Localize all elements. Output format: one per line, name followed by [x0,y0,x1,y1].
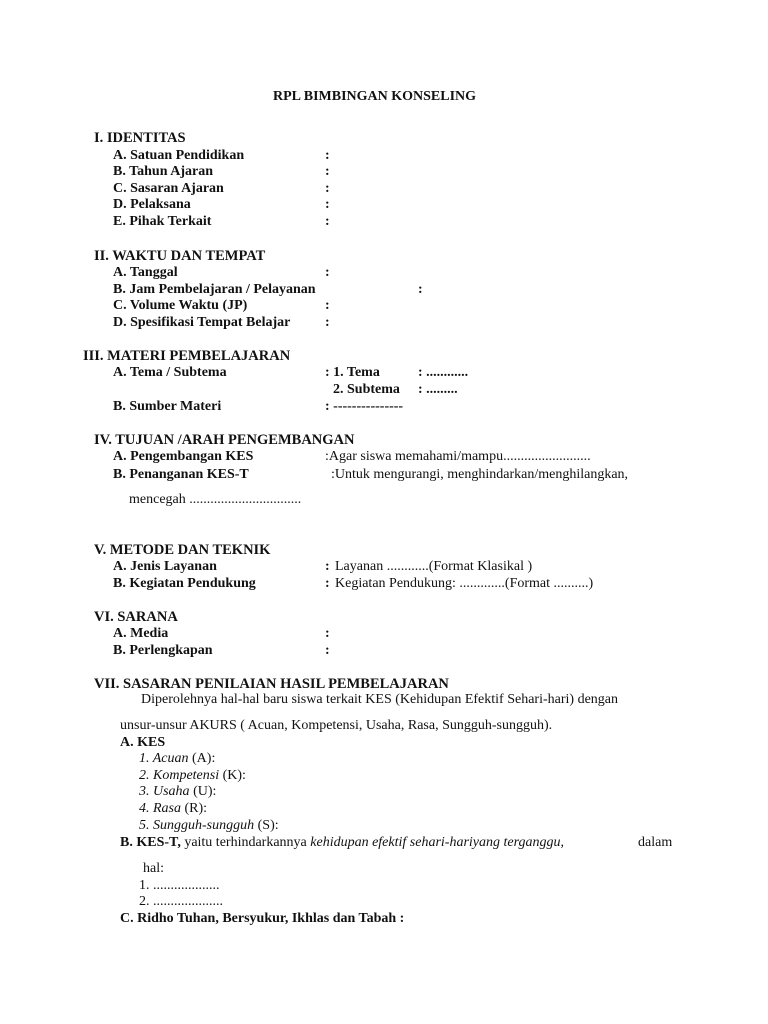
field-kegiatan-pendukung: B. Kegiatan Pendukung [113,576,256,591]
field-volume-waktu: C. Volume Waktu (JP) [113,298,248,313]
sumber-materi-value: : --------------- [325,399,404,414]
colon: : [325,265,330,280]
list-item-label: 1. Acuan [139,751,189,766]
kes-t-end-word: dalam [638,835,673,850]
colon: : [325,214,330,229]
list-item-rasa [139,801,207,817]
colon: : [325,181,330,196]
field-sumber-materi: B. Sumber Materi [113,399,222,414]
list-item-code: (A): [188,751,216,766]
field-spesifikasi-tempat: D. Spesifikasi Tempat Belajar [113,315,291,330]
tema-label: : 1. Tema [325,365,380,380]
list-item-label: 5. Sungguh-sungguh [139,818,255,833]
colon: : [325,298,330,313]
list-item-code: (S): [254,818,279,833]
document-title: RPL BIMBINGAN KONSELING [273,89,477,104]
list-item-acuan [139,751,215,767]
colon: : [325,626,330,641]
kes-t-line [120,835,564,851]
field-jenis-layanan: A. Jenis Layanan [113,559,217,574]
field-sasaran-ajaran: C. Sasaran Ajaran [113,181,224,196]
colon: : [325,164,330,179]
field-tanggal: A. Tanggal [113,265,178,280]
kes-t-continuation: hal: [143,861,164,876]
penanganan-kes-t-value: :Untuk mengurangi, menghindarkan/menghilangkan, [331,467,629,482]
field-penanganan-kes-t: B. Penanganan KES-T [113,467,249,482]
list-item-sungguh [139,818,279,834]
list-item-label: 3. Usaha [139,784,190,799]
sub-kes-heading: A. KES [120,735,166,750]
section-identitas-heading: I. IDENTITAS [94,130,186,146]
kes-t-item-1: 1. ................... [139,878,220,893]
kegiatan-pendukung-value: Kegiatan Pendukung: .............(Format ..........) [335,576,594,591]
list-item-label: 2. Kompetensi [139,768,220,783]
colon: : [325,197,330,212]
field-pengembangan-kes: A. Pengembangan KES [113,449,254,464]
colon: : [325,643,330,658]
kes-t-text: yaitu terhindarkannya [180,835,311,850]
section-metode-heading: V. METODE DAN TEKNIK [94,542,271,558]
field-pihak-terkait: E. Pihak Terkait [113,214,212,229]
subtema-label: 2. Subtema [333,382,400,397]
tema-value: : ............ [418,365,469,380]
list-item-code: (U): [189,784,217,799]
field-satuan-pendidikan: A. Satuan Pendidikan [113,148,245,163]
list-item-label: 4. Rasa [139,801,181,816]
kes-t-item-2: 2. .................... [139,894,223,909]
field-perlengkapan: B. Perlengkapan [113,643,213,658]
penanganan-kes-t-continuation: mencegah ................................ [129,492,302,507]
field-pelaksana: D. Pelaksana [113,197,191,212]
jenis-layanan-value: Layanan ............(Format Klasikal ) [335,559,533,574]
section-sarana-heading: VI. SARANA [94,609,178,625]
field-tahun-ajaran: B. Tahun Ajaran [113,164,213,179]
sub-ridho-heading: C. Ridho Tuhan, Bersyukur, Ikhlas dan Tabah : [120,911,405,926]
colon: : [325,148,330,163]
field-jam-pembelajaran: B. Jam Pembelajaran / Pelayanan [113,282,316,297]
section-materi-heading: III. MATERI PEMBELAJARAN [83,348,291,364]
list-item-kompetensi [139,768,246,784]
section-waktu-tempat-heading: II. WAKTU DAN TEMPAT [94,248,266,264]
list-item-code: (K): [219,768,246,783]
colon: : [325,559,330,574]
field-media: A. Media [113,626,169,641]
subtema-value: : ......... [418,382,458,397]
colon: : [325,576,330,591]
colon: : [325,315,330,330]
section-sasaran-heading: VII. SASARAN PENILAIAN HASIL PEMBELAJARAN [94,676,449,692]
pengembangan-kes-value: :Agar siswa memahami/mampu......................... [325,449,591,464]
kes-t-italic: kehidupan efektif sehari-hariyang terganggu, [310,835,565,850]
colon: : [418,282,423,297]
kes-t-label: B. KES-T, [120,835,181,850]
list-item-usaha [139,784,216,800]
paragraph-line-1: Diperolehnya hal-hal baru siswa terkait KES (Kehidupan Efektif Sehari-hari) dengan [141,692,618,707]
section-tujuan-heading: IV. TUJUAN /ARAH PENGEMBANGAN [94,432,355,448]
field-tema-subtema: A. Tema / Subtema [113,365,227,380]
list-item-code: (R): [181,801,208,816]
paragraph-line-2: unsur-unsur AKURS ( Acuan, Kompetensi, Usaha, Rasa, Sungguh-sungguh). [120,718,553,733]
